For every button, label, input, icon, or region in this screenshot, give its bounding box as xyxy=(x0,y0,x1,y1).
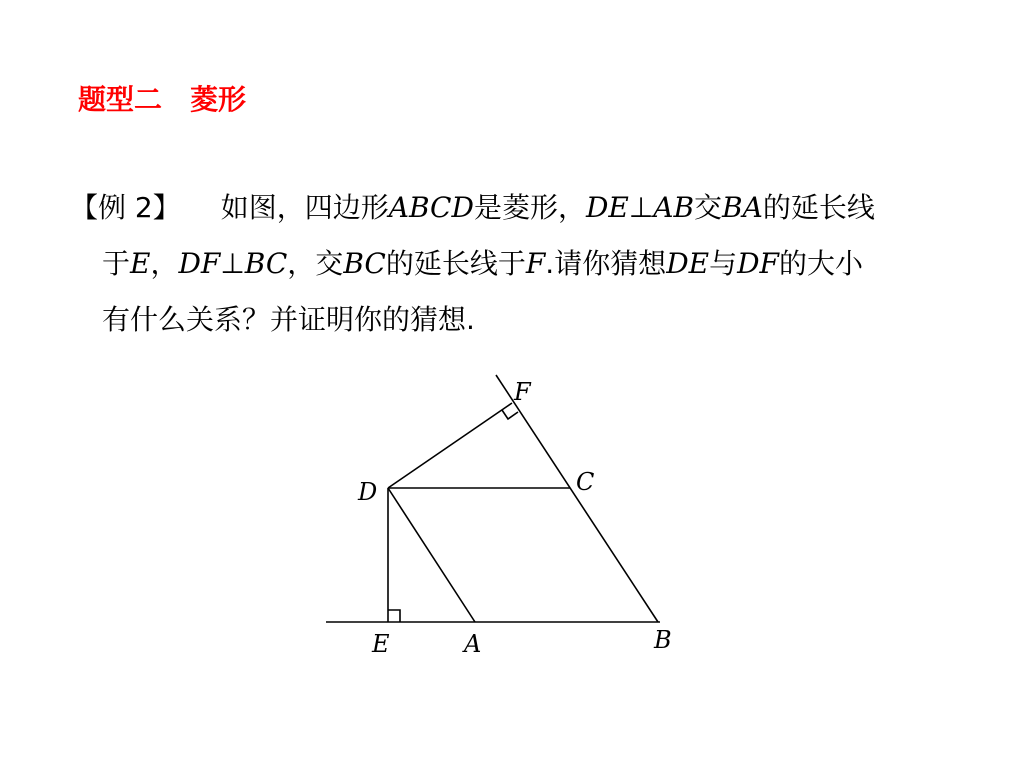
line2-math-de: DE xyxy=(666,247,710,280)
line2-math-f: F xyxy=(525,247,546,280)
line-bf xyxy=(496,375,658,622)
segment-da xyxy=(388,488,475,622)
example-tag: 【例 2】 xyxy=(70,191,181,224)
rhombus-figure xyxy=(300,360,700,664)
geometry-diagram xyxy=(300,360,700,660)
line1-text-4: 的延长线 xyxy=(762,191,875,224)
line1-math-abcd: ABCD xyxy=(388,191,474,224)
right-angle-mark-f xyxy=(502,410,518,419)
line2-text-3: ，交 xyxy=(287,247,344,280)
line1-text-1: 如图，四边形 xyxy=(220,191,389,224)
line1-text-3: 交 xyxy=(694,191,723,224)
line1-math-de: DE xyxy=(585,191,629,224)
line2-math-df: DF xyxy=(178,247,221,280)
line2-text-5: .请你猜想 xyxy=(545,247,667,280)
line2-math-bc: BC xyxy=(244,247,288,280)
label-e: E xyxy=(372,630,390,658)
line2-math-bc-2: BC xyxy=(343,247,386,280)
line2-text-7: 的大小 xyxy=(779,247,864,280)
line2-text-6: 与 xyxy=(709,247,738,280)
line1-math-ba: BA xyxy=(722,191,763,224)
line2-text-4: 的延长线于 xyxy=(385,247,526,280)
example-problem xyxy=(70,180,970,348)
problem-line-1 xyxy=(70,180,970,236)
problem-line-2 xyxy=(70,236,970,292)
line1-text-2: 是菱形， xyxy=(473,191,586,224)
line2-text-1: 于 xyxy=(102,247,131,280)
line2-math-e: E xyxy=(130,247,151,280)
label-d: D xyxy=(358,478,378,506)
line1-math-ab: AB xyxy=(653,191,695,224)
section-heading: 题型二 菱形 xyxy=(78,83,247,116)
line1-perp: ⊥ xyxy=(628,191,654,224)
line2-perp: ⊥ xyxy=(220,247,245,280)
line2-math-df-2: DF xyxy=(737,247,779,280)
label-a: A xyxy=(464,630,482,658)
line2-text-2: ， xyxy=(150,247,179,280)
problem-line-3 xyxy=(70,292,970,348)
right-angle-mark-e xyxy=(388,610,400,622)
label-c: C xyxy=(576,468,595,496)
label-b: B xyxy=(654,626,672,654)
segment-df xyxy=(388,403,512,488)
label-f: F xyxy=(514,378,531,406)
line3-text-1: 有什么关系？并证明你的猜想. xyxy=(102,303,475,336)
